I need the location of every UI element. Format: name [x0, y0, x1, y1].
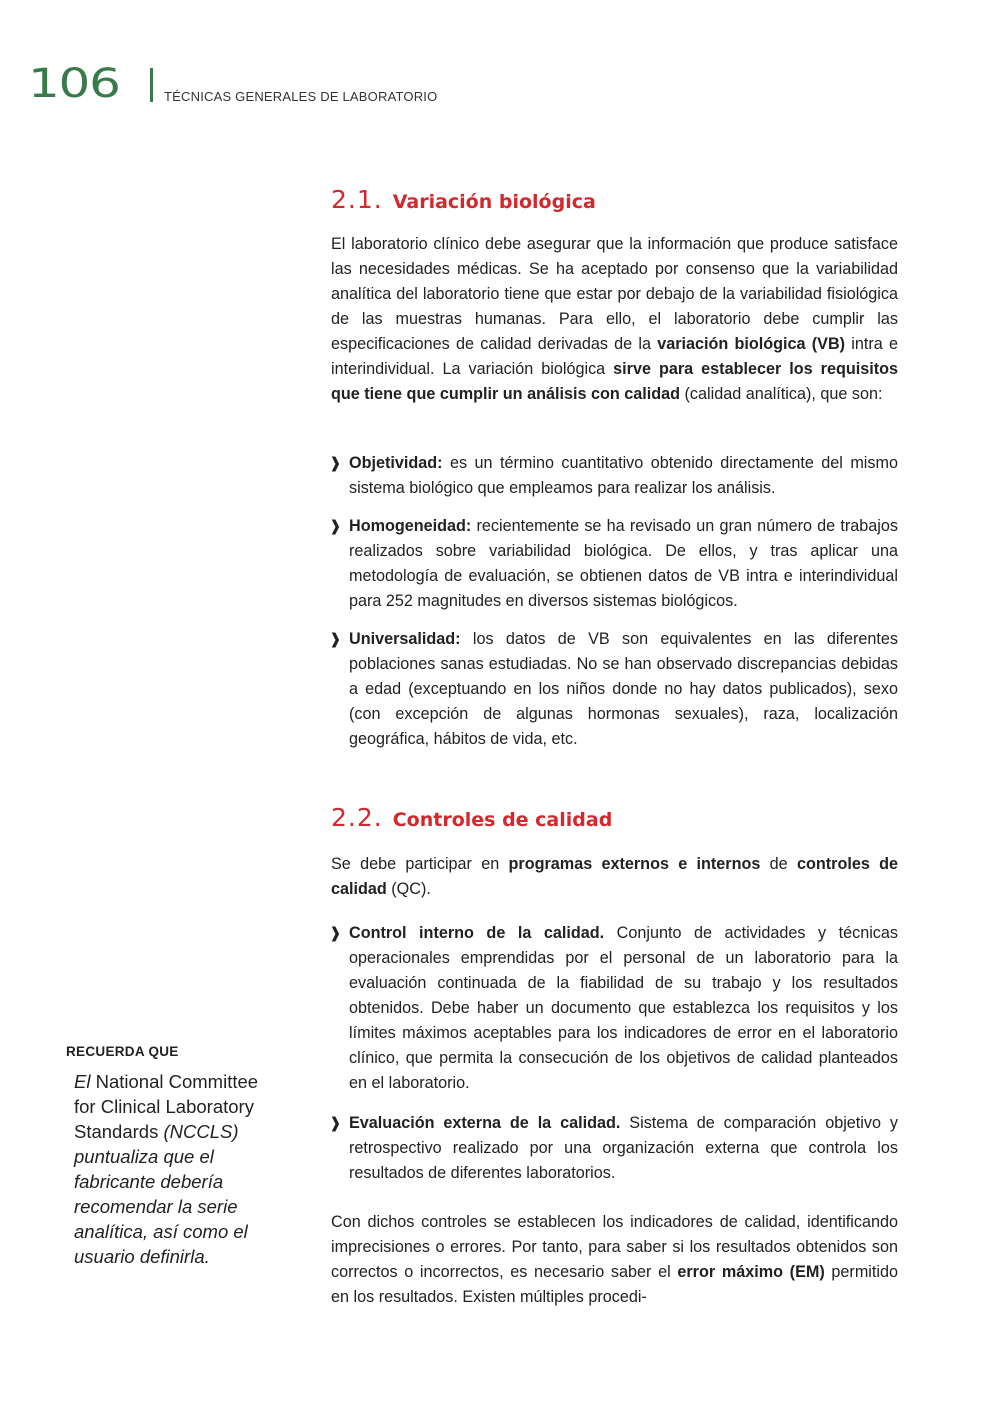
list-item: ❱ Evaluación externa de la calidad. Sistema de comparación objetivo y retrospectivo realizado por una organización externa que controla los resultados de diferentes laboratorios.: [331, 1111, 898, 1186]
section-heading-controles: [331, 804, 612, 834]
section-title: Variación biológica: [392, 191, 596, 213]
running-title: TÉCNICAS GENERALES DE LABORATORIO: [164, 89, 438, 104]
sidebar-title: RECUERDA QUE: [66, 1044, 179, 1059]
section-heading-variacion: [331, 186, 596, 216]
bullet-marker-icon: ❱: [329, 631, 342, 648]
bullet-marker-icon: ❱: [329, 518, 342, 535]
bullet-marker-icon: ❱: [329, 925, 342, 942]
bullet-marker-icon: ❱: [329, 1115, 342, 1132]
paragraph-intro-qc: Se debe participar en programas externos e internos de controles de calidad (QC).: [331, 855, 899, 898]
section-number: 2.2.: [331, 803, 383, 832]
sidebar-text: El National Committee for Clinical Laboratory Standards (NCCLS) puntualiza que el fabricante debería recomendar la serie analítica, así como el usuario definirla.: [74, 1071, 259, 1267]
sidebar-note: [66, 1044, 276, 1269]
page-number: 106: [28, 61, 120, 107]
list-item: ❱ Universalidad: los datos de VB son equivalentes en las diferentes poblaciones sanas estudiadas. No se han observado discrepancias debidas a edad (exceptuando en los niños donde no hay datos publicados), sexo (con excepción de algunas hormonas sexuales), raza, localización geográfica, hábitos de vida, etc.: [331, 627, 898, 752]
paragraph-intro-vb: El laboratorio clínico debe asegurar que la información que produce satisface las necesidades médicas. Se ha aceptado por consenso que la variabilidad analítica del laboratorio tiene que estar por debajo de la variabilidad fisiológica de las muestras humanas. Para ello, el laboratorio debe cumplir las especificaciones de calidad derivadas de la variación biológica (VB) intra e interindividual. La variación biológica sirve para establecer los requisitos que tiene que cumplir un análisis con calidad (calidad analítica), que son:: [331, 235, 899, 403]
bullet-list-requisitos: [331, 451, 898, 752]
list-item: ❱ Objetividad: es un término cuantitativo obtenido directamente del mismo sistema biológico que empleamos para realizar los análisis.: [331, 451, 898, 501]
bullet-list-controles: [331, 921, 898, 1186]
page-header: [28, 61, 628, 107]
bullet-marker-icon: ❱: [329, 455, 342, 472]
list-item: ❱ Control interno de la calidad. Conjunto de actividades y técnicas operacionales emprendidas por el personal de un laboratorio para la evaluación continuada de la fiabilidad de su trabajo y los resultados obtenidos. Debe haber un documento que establezca los requisitos y los límites máximos aceptables para los indicadores de error en el laboratorio clínico, que permita la consecución de los objetivos de calidad planteados en el laboratorio.: [331, 921, 898, 1096]
header-divider: [150, 68, 153, 102]
section-number: 2.1.: [331, 185, 383, 214]
paragraph-closing: Con dichos controles se establecen los indicadores de calidad, identificando imprecisiones o errores. Por tanto, para saber si los resultados obtenidos son correctos o incorrectos, es necesario saber el error máximo (EM) permitido en los resultados. Existen múltiples procedi-: [331, 1213, 899, 1306]
section-title: Controles de calidad: [392, 809, 613, 831]
list-item: ❱ Homogeneidad: recientemente se ha revisado un gran número de trabajos realizados sobre variabilidad biológica. De ellos, y tras aplicar una metodología de evaluación, se obtienen datos de VB intra e interindividual para 252 magnitudes en diversos sistemas biológicos.: [331, 514, 898, 614]
